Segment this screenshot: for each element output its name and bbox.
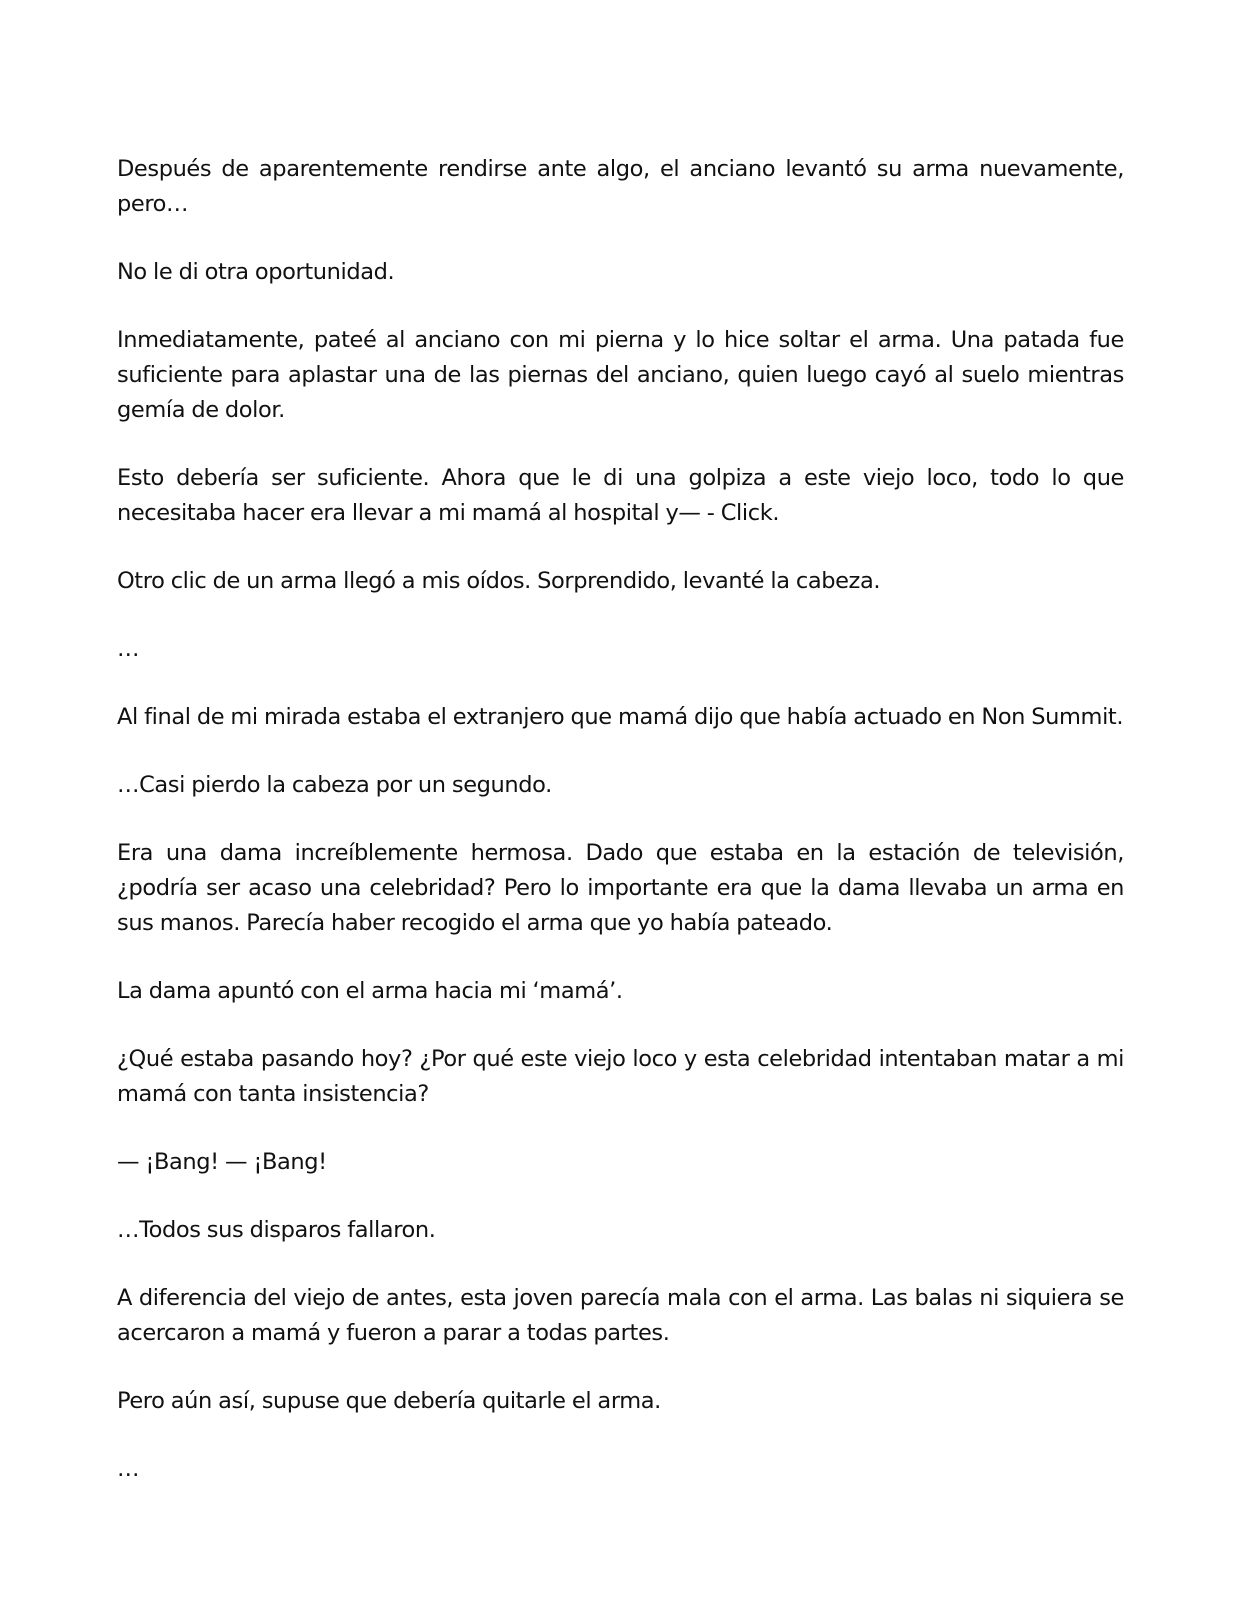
document-body [117, 152, 1124, 1520]
paragraph: Esto debería ser suficiente. Ahora que le di una golpiza a este viejo loco, todo lo que necesitaba hacer era llevar a mi mamá al hospital y— - Click. [117, 465, 1124, 526]
paragraph: Era una dama increíblemente hermosa. Dado que estaba en la estación de televisión, ¿podría ser acaso una celebridad? Pero lo importante era que la dama llevaba un arma en sus manos. Parecía haber recogido el arma que yo había pateado. [117, 840, 1124, 936]
paragraph: ¿Qué estaba pasando hoy? ¿Por qué este viejo loco y esta celebridad intentaban matar a mi mamá con tanta insistencia? [117, 1046, 1124, 1107]
paragraph: La dama apuntó con el arma hacia mi ‘mamá’. [117, 978, 623, 1004]
paragraph: No le di otra oportunidad. [117, 259, 395, 285]
paragraph: …Todos sus disparos fallaron. [117, 1217, 436, 1243]
paragraph: A diferencia del viejo de antes, esta joven parecía mala con el arma. Las balas ni siquiera se acercaron a mamá y fueron a parar a todas partes. [117, 1285, 1124, 1346]
scene-break: … [117, 1456, 140, 1482]
paragraph: Otro clic de un arma llegó a mis oídos. Sorprendido, levanté la cabeza. [117, 568, 881, 594]
paragraph: — ¡Bang! — ¡Bang! [117, 1149, 327, 1175]
paragraph: Inmediatamente, pateé al anciano con mi pierna y lo hice soltar el arma. Una patada fue suficiente para aplastar una de las piernas del anciano, quien luego cayó al suelo mientras gemía de dolor. [117, 327, 1124, 423]
paragraph: Pero aún así, supuse que debería quitarle el arma. [117, 1388, 661, 1414]
scene-break: … [117, 636, 140, 662]
paragraph: Al final de mi mirada estaba el extranjero que mamá dijo que había actuado en Non Summit. [117, 704, 1124, 730]
paragraph: …Casi pierdo la cabeza por un segundo. [117, 772, 552, 798]
paragraph: Después de aparentemente rendirse ante algo, el anciano levantó su arma nuevamente, pero… [117, 156, 1124, 217]
